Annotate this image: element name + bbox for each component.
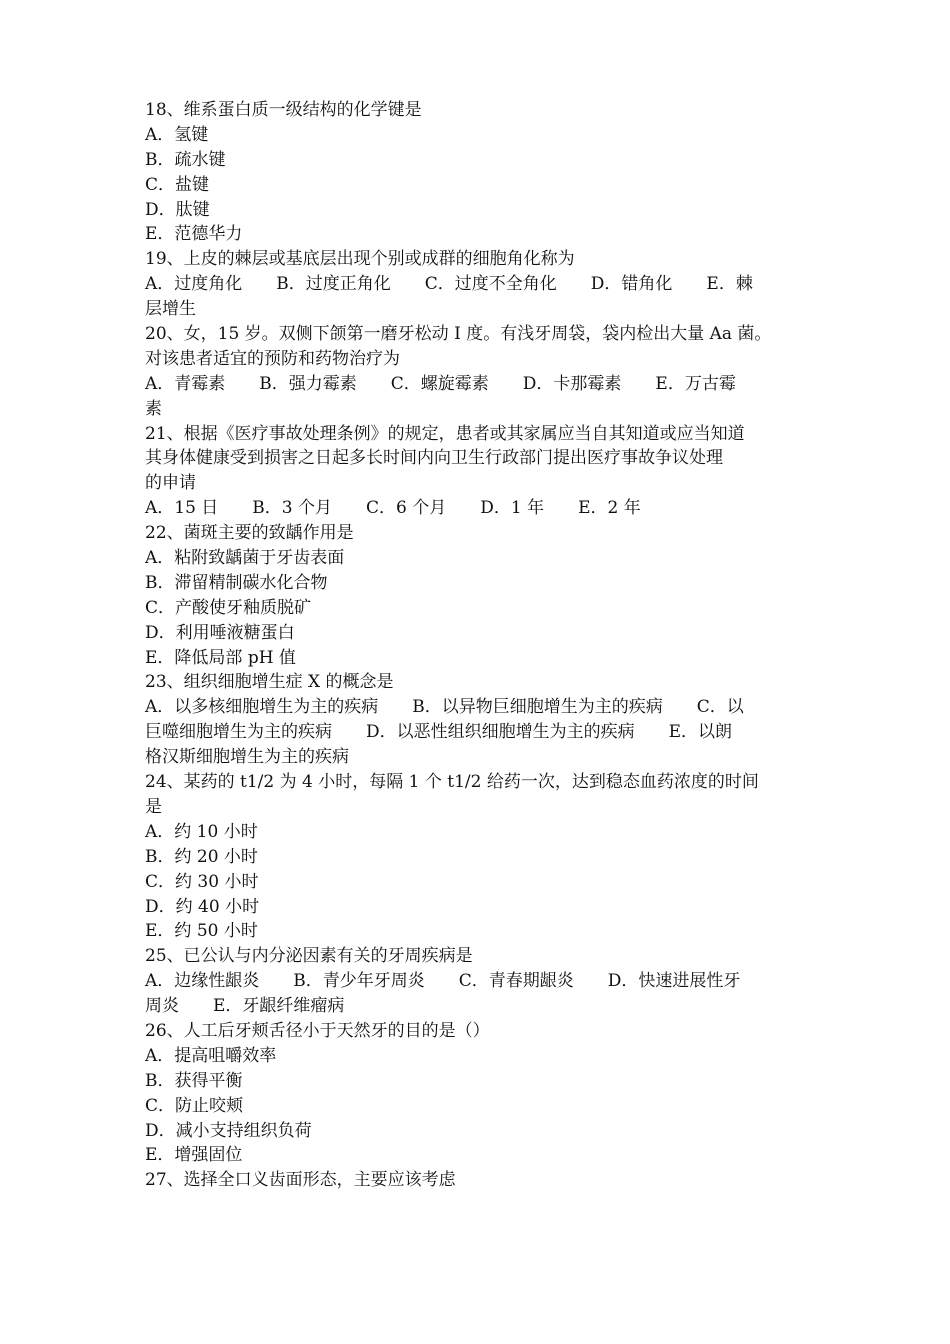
q22-option-b: B．滞留精制碳水化合物 (145, 572, 328, 593)
q26-option-b: B．获得平衡 (145, 1070, 243, 1091)
q25-options-line1: A．边缘性龈炎 B．青少年牙周炎 C．青春期龈炎 D．快速进展性牙 (145, 971, 741, 992)
q25-options-line2: 周炎 E．牙龈纤维瘤病 (145, 996, 345, 1017)
q21-options: A．15 日 B．3 个月 C．6 个月 D．1 年 E．2 年 (145, 498, 641, 519)
q21-stem-line2: 其身体健康受到损害之日起多长时间内向卫生行政部门提出医疗事故争议处理 (145, 448, 723, 469)
q18-stem: 18、维系蛋白质一级结构的化学键是 (145, 100, 422, 120)
q26-option-a: A．提高咀嚼效率 (145, 1045, 277, 1066)
q25-stem: 25、已公认与内分泌因素有关的牙周疾病是 (145, 946, 473, 967)
q22-stem: 22、菌斑主要的致龋作用是 (145, 523, 354, 544)
q18-option-d: D．肽键 (145, 199, 210, 220)
q24-stem-line2: 是 (145, 796, 162, 817)
q24-option-e: E．约 50 小时 (145, 921, 258, 942)
q24-option-a: A．约 10 小时 (145, 821, 258, 842)
q26-stem: 26、人工后牙颊舌径小于天然牙的目的是（） (145, 1020, 490, 1041)
q22-option-e: E．降低局部 pH 值 (145, 647, 296, 668)
q24-option-b: B．约 20 小时 (145, 846, 258, 867)
q22-option-a: A．粘附致龋菌于牙齿表面 (145, 548, 345, 569)
q24-option-d: D．约 40 小时 (145, 896, 260, 917)
q19-options-line2: 层增生 (145, 299, 196, 320)
q21-stem-line3: 的申请 (145, 473, 196, 494)
q20-options-line2: 素 (145, 398, 162, 419)
q20-stem-line1: 20、女，15 岁。双侧下颌第一磨牙松动 I 度。有浅牙周袋，袋内检出大量 Aa 菌。 (145, 324, 772, 345)
q18-option-c: C．盐键 (145, 174, 210, 195)
q21-stem-line1: 21、根据《医疗事故处理条例》的规定，患者或其家属应当自其知道或应当知道 (145, 423, 745, 444)
q24-option-c: C．约 30 小时 (145, 871, 259, 892)
q22-option-d: D．利用唾液糖蛋白 (145, 622, 295, 643)
document-body (145, 98, 817, 1193)
q26-option-c: C．防止咬颊 (145, 1095, 244, 1116)
q18-option-a: A．氢键 (145, 124, 209, 145)
q19-options-line1: A．过度角化 B．过度正角化 C．过度不全角化 D．错角化 E．棘 (145, 274, 753, 295)
q23-stem: 23、组织细胞增生症 X 的概念是 (145, 672, 394, 693)
q23-options-line2: 巨噬细胞增生为主的疾病 D．以恶性组织细胞增生为主的疾病 E．以朗 (145, 722, 733, 743)
q26-option-d: D．减小支持组织负荷 (145, 1120, 312, 1141)
q20-stem-line2: 对该患者适宜的预防和药物治疗为 (145, 348, 400, 369)
q18-option-e: E．范德华力 (145, 224, 243, 245)
q19-stem: 19、上皮的棘层或基底层出现个别或成群的细胞角化称为 (145, 249, 575, 270)
q23-options-line1: A．以多核细胞增生为主的疾病 B．以异物巨细胞增生为主的疾病 C．以 (145, 697, 744, 718)
q26-option-e: E．增强固位 (145, 1145, 243, 1166)
q24-stem-line1: 24、某药的 t1/2 为 4 小时，每隔 1 个 t1/2 给药一次，达到稳态血药浓度的时间 (145, 772, 759, 793)
q18-option-b: B．疏水键 (145, 149, 226, 170)
q23-options-line3: 格汉斯细胞增生为主的疾病 (145, 747, 349, 768)
q22-option-c: C．产酸使牙釉质脱矿 (145, 597, 312, 618)
q27-stem: 27、选择全口义齿面形态，主要应该考虑 (145, 1170, 456, 1191)
q20-options-line1: A．青霉素 B．强力霉素 C．螺旋霉素 D．卡那霉素 E．万古霉 (145, 373, 736, 394)
